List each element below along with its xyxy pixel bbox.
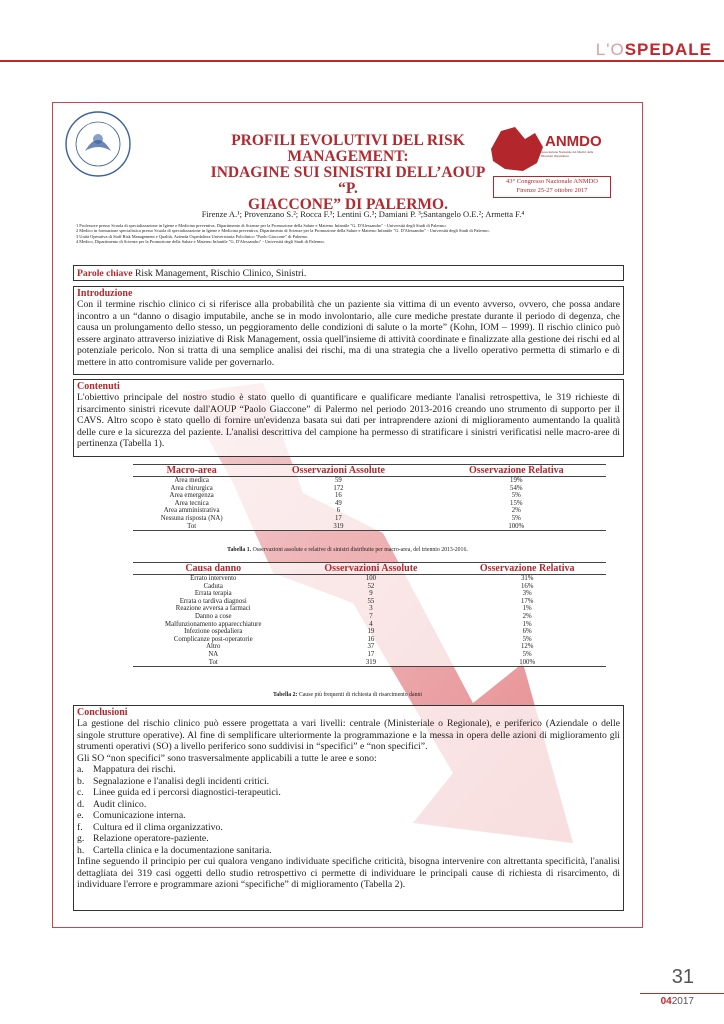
table-cell: 100 [365, 575, 377, 582]
table-cell: 17 [335, 514, 342, 522]
table-cell: 16 [335, 492, 342, 500]
caption-text: Osservazioni assolute e relative di sinistri distribuite per macro-area, del triennio 2013-2016. [251, 547, 468, 553]
list-item-text: Cartella clinica e la documentazione sanitaria. [93, 844, 272, 856]
university-seal-logo [63, 109, 133, 179]
table-row [133, 523, 606, 531]
table-cell: 6% [522, 628, 532, 636]
table-cell: Errata o tardiva diagnosi [179, 597, 247, 605]
table-cell: 2% [511, 507, 521, 515]
list-item-label: c. [77, 787, 84, 798]
congress-title: 43° Congresso Nazionale ANMDO [506, 178, 598, 185]
list-item-label: g. [77, 833, 85, 844]
conclusions-paragraph: Gli SO “non specifici” sono trasversalmente applicabili a tutte le aree e sono: [77, 752, 377, 764]
table-cell: 100% [448, 659, 606, 667]
list-item [77, 799, 620, 811]
list-item [77, 845, 620, 857]
table-row [133, 621, 606, 629]
table-cell: 2% [522, 612, 532, 620]
table-cell: 17 [367, 650, 375, 658]
table-cell: Area tecnica [174, 499, 209, 507]
magazine-brand [596, 40, 712, 60]
table-row [133, 485, 606, 493]
issue-year: 2017 [671, 996, 694, 1007]
anmdo-subtitle: Associazione Nazionale dei Medici delle Direzioni Ospedaliere [541, 150, 594, 158]
table-cell: 19% [510, 477, 523, 484]
table-header: Macro-area [133, 465, 250, 477]
conclusions-list [77, 764, 620, 856]
table-cell: Errata terapia [194, 590, 232, 598]
table-row [133, 583, 606, 591]
list-item [77, 787, 620, 799]
table-cell: Reazione avversa a farmaci [175, 605, 251, 613]
conclusions-paragraph: Infine seguendo il principio per cui qualora vengano individuate specifiche criticità, bisogna intervenire con altrettanta specificità, l'analisi dettagliata dei 319 casi oggetti dello studio retrospettivo ci permette di individuare le principali cause di richiesta di risarcimento, di individuare l'errore e programmare azioni “specifiche” di miglioramento (Tabella 2). [77, 856, 620, 890]
list-item [77, 810, 620, 822]
table-cell: Infezione ospedaliera [184, 628, 243, 636]
brand-prefix: L'O [595, 40, 625, 59]
conclusions-section [73, 705, 624, 911]
affiliation: 1 Professore presso Scuola di specializzazione in Igiene e Medicina preventiva, Dipartimento di Scienze per la Promozione della Salute e Materno Infantile "G. D'Alessandro" - Università degli Studi di Palermo. [76, 223, 447, 228]
table-cell: 19 [367, 628, 375, 636]
affiliations [76, 223, 636, 244]
table-1-caption [53, 547, 642, 553]
table-cell: 15% [510, 499, 523, 507]
table-cell: 5% [522, 635, 532, 643]
table-row [133, 477, 606, 485]
issue-number: 04 [660, 996, 672, 1007]
table-row [133, 492, 606, 500]
table-cell: NA [208, 650, 219, 658]
title-line: GIACCONE” DI PALERMO. [248, 196, 448, 213]
table-cell: Malfunzionamento apparecchiature [165, 620, 262, 628]
list-item-text: Comunicazione interna. [93, 810, 186, 821]
table-cell: 55 [367, 597, 375, 605]
table-cell: 319 [250, 523, 426, 531]
anmdo-logo-text: ANMDO [545, 133, 602, 150]
table-cell: 5% [522, 650, 532, 658]
list-item [77, 776, 620, 788]
table-2 [133, 562, 606, 667]
title-line: PROFILI EVOLUTIVI DEL RISK [231, 132, 465, 149]
title-line: INDAGINE SUI SINISTRI DELL’AOUP “P. [210, 164, 486, 197]
table-cell: 9 [369, 590, 373, 598]
table-cell: Caduta [203, 582, 223, 590]
list-item [77, 822, 620, 834]
table-cell: Altro [206, 643, 221, 651]
keywords-box [73, 265, 624, 281]
conclusions-paragraph: La gestione del rischio clinico può essere progettata a vari livelli: centrale (Ministeriale o Regionale), e periferico (Aziendale o delle singole strutture operative). Al fine di semplificare ulteriormente la programmazione e la messa in opera delle azioni di miglioramento gli strumenti operativi (SO) a livello periferico sono suddivisi in “specifici” e “non specifici”. [77, 718, 620, 752]
conclusions-heading: Conclusioni [77, 707, 128, 718]
table-cell: 52 [367, 582, 375, 590]
list-item-label: f. [77, 821, 83, 833]
table-cell: Nessuna risposta (NA) [160, 514, 223, 522]
table-cell: 17% [520, 597, 534, 605]
poster [52, 102, 643, 928]
table-header: Osservazione Relativa [427, 465, 606, 477]
table-1 [133, 464, 606, 531]
table-cell: 16 [367, 635, 375, 643]
table-row [133, 575, 606, 583]
table-cell: 1% [522, 605, 532, 613]
list-item-label: d. [77, 798, 85, 810]
table-cell: 59 [335, 477, 342, 484]
list-item-label: a. [77, 764, 84, 775]
table-header: Osservazioni Assolute [294, 563, 449, 575]
brand-name: SPEDALE [624, 40, 712, 59]
table-cell: 31% [520, 575, 534, 582]
issue-label [661, 996, 694, 1007]
introduction-heading: Introduzione [77, 288, 133, 299]
affiliation: 3 Unità Operativa di Staff Risk Management e Qualità, Azienda Ospedaliera Universitaria Policlinico "Paolo Giaccone" di Palermo. [76, 233, 309, 239]
table-cell: 100% [427, 523, 606, 531]
table-row [133, 659, 606, 667]
table-cell: 7 [369, 612, 373, 620]
list-item-label: b. [77, 775, 85, 787]
table-row [133, 636, 606, 644]
table-cell: 3% [522, 590, 532, 598]
table-row [133, 643, 606, 651]
table-row [133, 507, 606, 515]
table-cell: 1% [522, 620, 532, 628]
contents-text: L'obiettivo principale del nostro studio è stato quello di quantificare e qualificare mediante l'analisi retrospettiva, le 319 richieste di risarcimento sinistri ricevute dall'AOUP “Paolo Giaccone” di Palermo nel periodo 2013-2016 creando uno strumento di supporto per il CAVS. Altro scopo è stato quello di fornire un'evidenza basata sui dati per intraprendere azioni di miglioramento aumentando la qualità delle cure e la sicurezza del paziente. L'analisi descrittiva del campione ha permesso di stratificare i sinistri verificatisi nelle macro-aree di pertinenza (Tabella 1). [77, 392, 620, 449]
table-cell: 5% [511, 492, 521, 500]
table-cell: 54% [510, 484, 523, 492]
table-cell: 37 [367, 643, 375, 651]
header-rule [0, 60, 724, 62]
table-cell: 319 [294, 659, 449, 667]
table-cell: Errato intervento [190, 575, 237, 582]
table-cell: Area chirurgica [170, 484, 213, 492]
list-item-text: Mappatura dei rischi. [93, 764, 176, 775]
table-cell: Tot [133, 659, 294, 667]
introduction-text: Con il termine rischio clinico ci si riferisce alla probabilità che un paziente sia vittima di un evento avverso, ovvero, che possa andare incontro a un “danno o disagio imputabile, anche se in modo involontario, alle cure mediche prestate durante il periodo di degenza, che causa un prolungamento dello stesso, un peggioramento delle condizioni di salute o la morte” (Kohn, IOM – 1999). Il rischio clinico può essere arginato attraverso iniziative di Risk Management, ossia quell'insieme di attività coordinate e finalizzate alla gestione dei rischi ed al potenziale pericolo. Non si tratta di una semplice analisi dei rischi, ma di una strategia che a livello operativo permetta di stimarlo e di mettere in atto contromisure valide per governarlo. [77, 299, 620, 368]
table-cell: 16% [520, 582, 534, 590]
list-item-text: Cultura ed il clima organizzativo. [93, 821, 223, 833]
table-cell: Complicanze post-operatorie [173, 635, 253, 643]
poster-title [203, 133, 493, 213]
table-cell: Area amministrativa [163, 507, 220, 515]
table-row [133, 598, 606, 606]
list-item-label: e. [77, 810, 84, 821]
table-row [133, 500, 606, 508]
list-item-text: Linee guida ed i percorsi diagnostici-terapeutici. [93, 787, 281, 798]
list-item-text: Relazione operatore-paziente. [93, 833, 209, 844]
table-cell: 3 [369, 605, 373, 613]
caption-label: Tabella 2: [272, 692, 298, 698]
table-row [133, 613, 606, 621]
table-cell: 6 [336, 507, 341, 515]
table-cell: 5% [511, 514, 521, 522]
caption-text: Cause più frequenti di richiesta di risarcimento danni [297, 692, 423, 698]
keywords-label: Parole chiave [77, 268, 133, 279]
table-header: Osservazioni Assolute [250, 465, 426, 477]
caption-label: Tabella 1. [227, 547, 252, 553]
table-cell: 49 [335, 499, 342, 507]
list-item [77, 833, 620, 845]
list-item [77, 764, 620, 776]
table-cell: 172 [333, 484, 344, 492]
page-number: 31 [671, 966, 694, 988]
keywords-text: Risk Management, Rischio Clinico, Sinistri. [132, 268, 307, 279]
authors: Firenze A.¹; Provenzano S.²; Rocca F.³; Lentini G.³; Damiani P. ³;Santangelo O.E.²; Armetta F.⁴ [201, 209, 525, 219]
congress-box [493, 176, 611, 198]
list-item-text: Segnalazione e l'analisi degli incidenti critici. [93, 775, 270, 787]
table-row [133, 605, 606, 613]
table-row [133, 515, 606, 523]
table-header: Osservazione Relativa [448, 563, 606, 575]
affiliation: 2 Medico in formazione specialistica presso Scuola di specializzazione in Igiene e Medicina preventiva, Dipartimento di Scienze per la Promozione della Salute e Materno Infantile "G. D'Alessandro" - Università degli Studi di Palermo. [76, 228, 490, 234]
table-cell: 4 [369, 620, 373, 628]
contents-section [73, 379, 624, 457]
affiliation: 4 Medico, Dipartimento di Scienze per la Promozione della Salute e Materno Infantile "G. D'Alessandro" - Università degli Studi di Palermo. [76, 238, 325, 244]
table-header: Causa danno [133, 563, 294, 575]
table-cell: 12% [520, 643, 534, 651]
list-item-label: h. [77, 844, 85, 856]
congress-date: Firenze 25-27 ottobre 2017 [516, 187, 588, 194]
table-row [133, 628, 606, 636]
table-cell: Area medica [174, 477, 209, 484]
list-item-text: Audit clinico. [93, 798, 147, 810]
table-cell: Danno a cose [194, 612, 232, 620]
title-line: MANAGEMENT: [287, 148, 409, 165]
footer-rule [640, 993, 724, 994]
table-cell: Tot [133, 523, 250, 531]
introduction-section [73, 286, 624, 375]
table-row [133, 590, 606, 598]
table-row [133, 651, 606, 659]
contents-heading: Contenuti [77, 381, 120, 392]
table-2-caption [53, 692, 642, 698]
table-cell: Area emergenza [169, 492, 214, 500]
